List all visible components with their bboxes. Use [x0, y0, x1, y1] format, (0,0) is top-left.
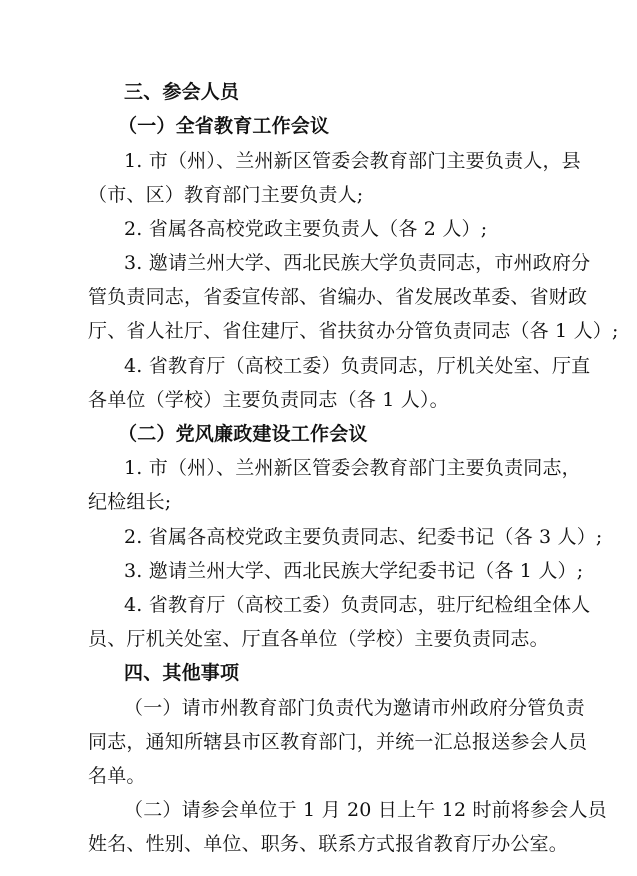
subsection-2-title: （二）党风廉政建设工作会议	[118, 423, 368, 445]
section-four-title: 四、其他事项	[124, 662, 240, 684]
s2-item4-line1: 4. 省教育厅（高校工委）负责同志，驻厅纪检组全体人	[124, 594, 591, 616]
s4-item1-line2: 同志，通知所辖县市区教育部门，并统一汇总报送参会人员	[88, 731, 588, 753]
s1-item4-line1: 4. 省教育厅（高校工委）负责同志，厅机关处室、厅直	[124, 355, 591, 377]
s1-item1-line2: （市、区）教育部门主要负责人;	[88, 184, 364, 206]
s2-item1-line2: 纪检组长;	[88, 491, 172, 513]
s1-item3-line1: 3. 邀请兰州大学、西北民族大学负责同志，市州政府分	[124, 252, 591, 274]
s4-item1-line1: （一）请市州教育部门负责代为邀请市州政府分管负责	[124, 697, 585, 719]
s1-item3-line2: 管负责同志，省委宣传部、省编办、省发展改革委、省财政	[88, 286, 588, 308]
s2-item4-line2: 员、厅机关处室、厅直各单位（学校）主要负责同志。	[88, 628, 549, 650]
section-three-title: 三、参会人员	[124, 81, 240, 103]
s2-item2: 2. 省属各高校党政主要负责同志、纪委书记（各 3 人）;	[124, 526, 603, 548]
s2-item1-line1: 1. 市（州）、兰州新区管委会教育部门主要负责同志，	[124, 457, 581, 479]
s1-item4-line2: 各单位（学校）主要负责同志（各 1 人）。	[88, 389, 449, 411]
s4-item2-line1: （二）请参会单位于 1 月 20 日上午 12 时前将参会人员	[124, 799, 607, 821]
s1-item3-line3: 厅、省人社厅、省住建厅、省扶贫办分管负责同志（各 1 人）;	[88, 320, 619, 342]
subsection-1-title: （一）全省教育工作会议	[118, 115, 330, 137]
s1-item2: 2. 省属各高校党政主要负责人（各 2 人）;	[124, 218, 488, 240]
s4-item2-line2: 姓名、性别、单位、职务、联系方式报省教育厅办公室。	[88, 833, 569, 855]
s1-item1-line1: 1. 市（州）、兰州新区管委会教育部门主要负责人，县	[124, 150, 581, 172]
s4-item1-line3: 名单。	[88, 765, 146, 787]
s2-item3: 3. 邀请兰州大学、西北民族大学纪委书记（各 1 人）;	[124, 560, 584, 582]
